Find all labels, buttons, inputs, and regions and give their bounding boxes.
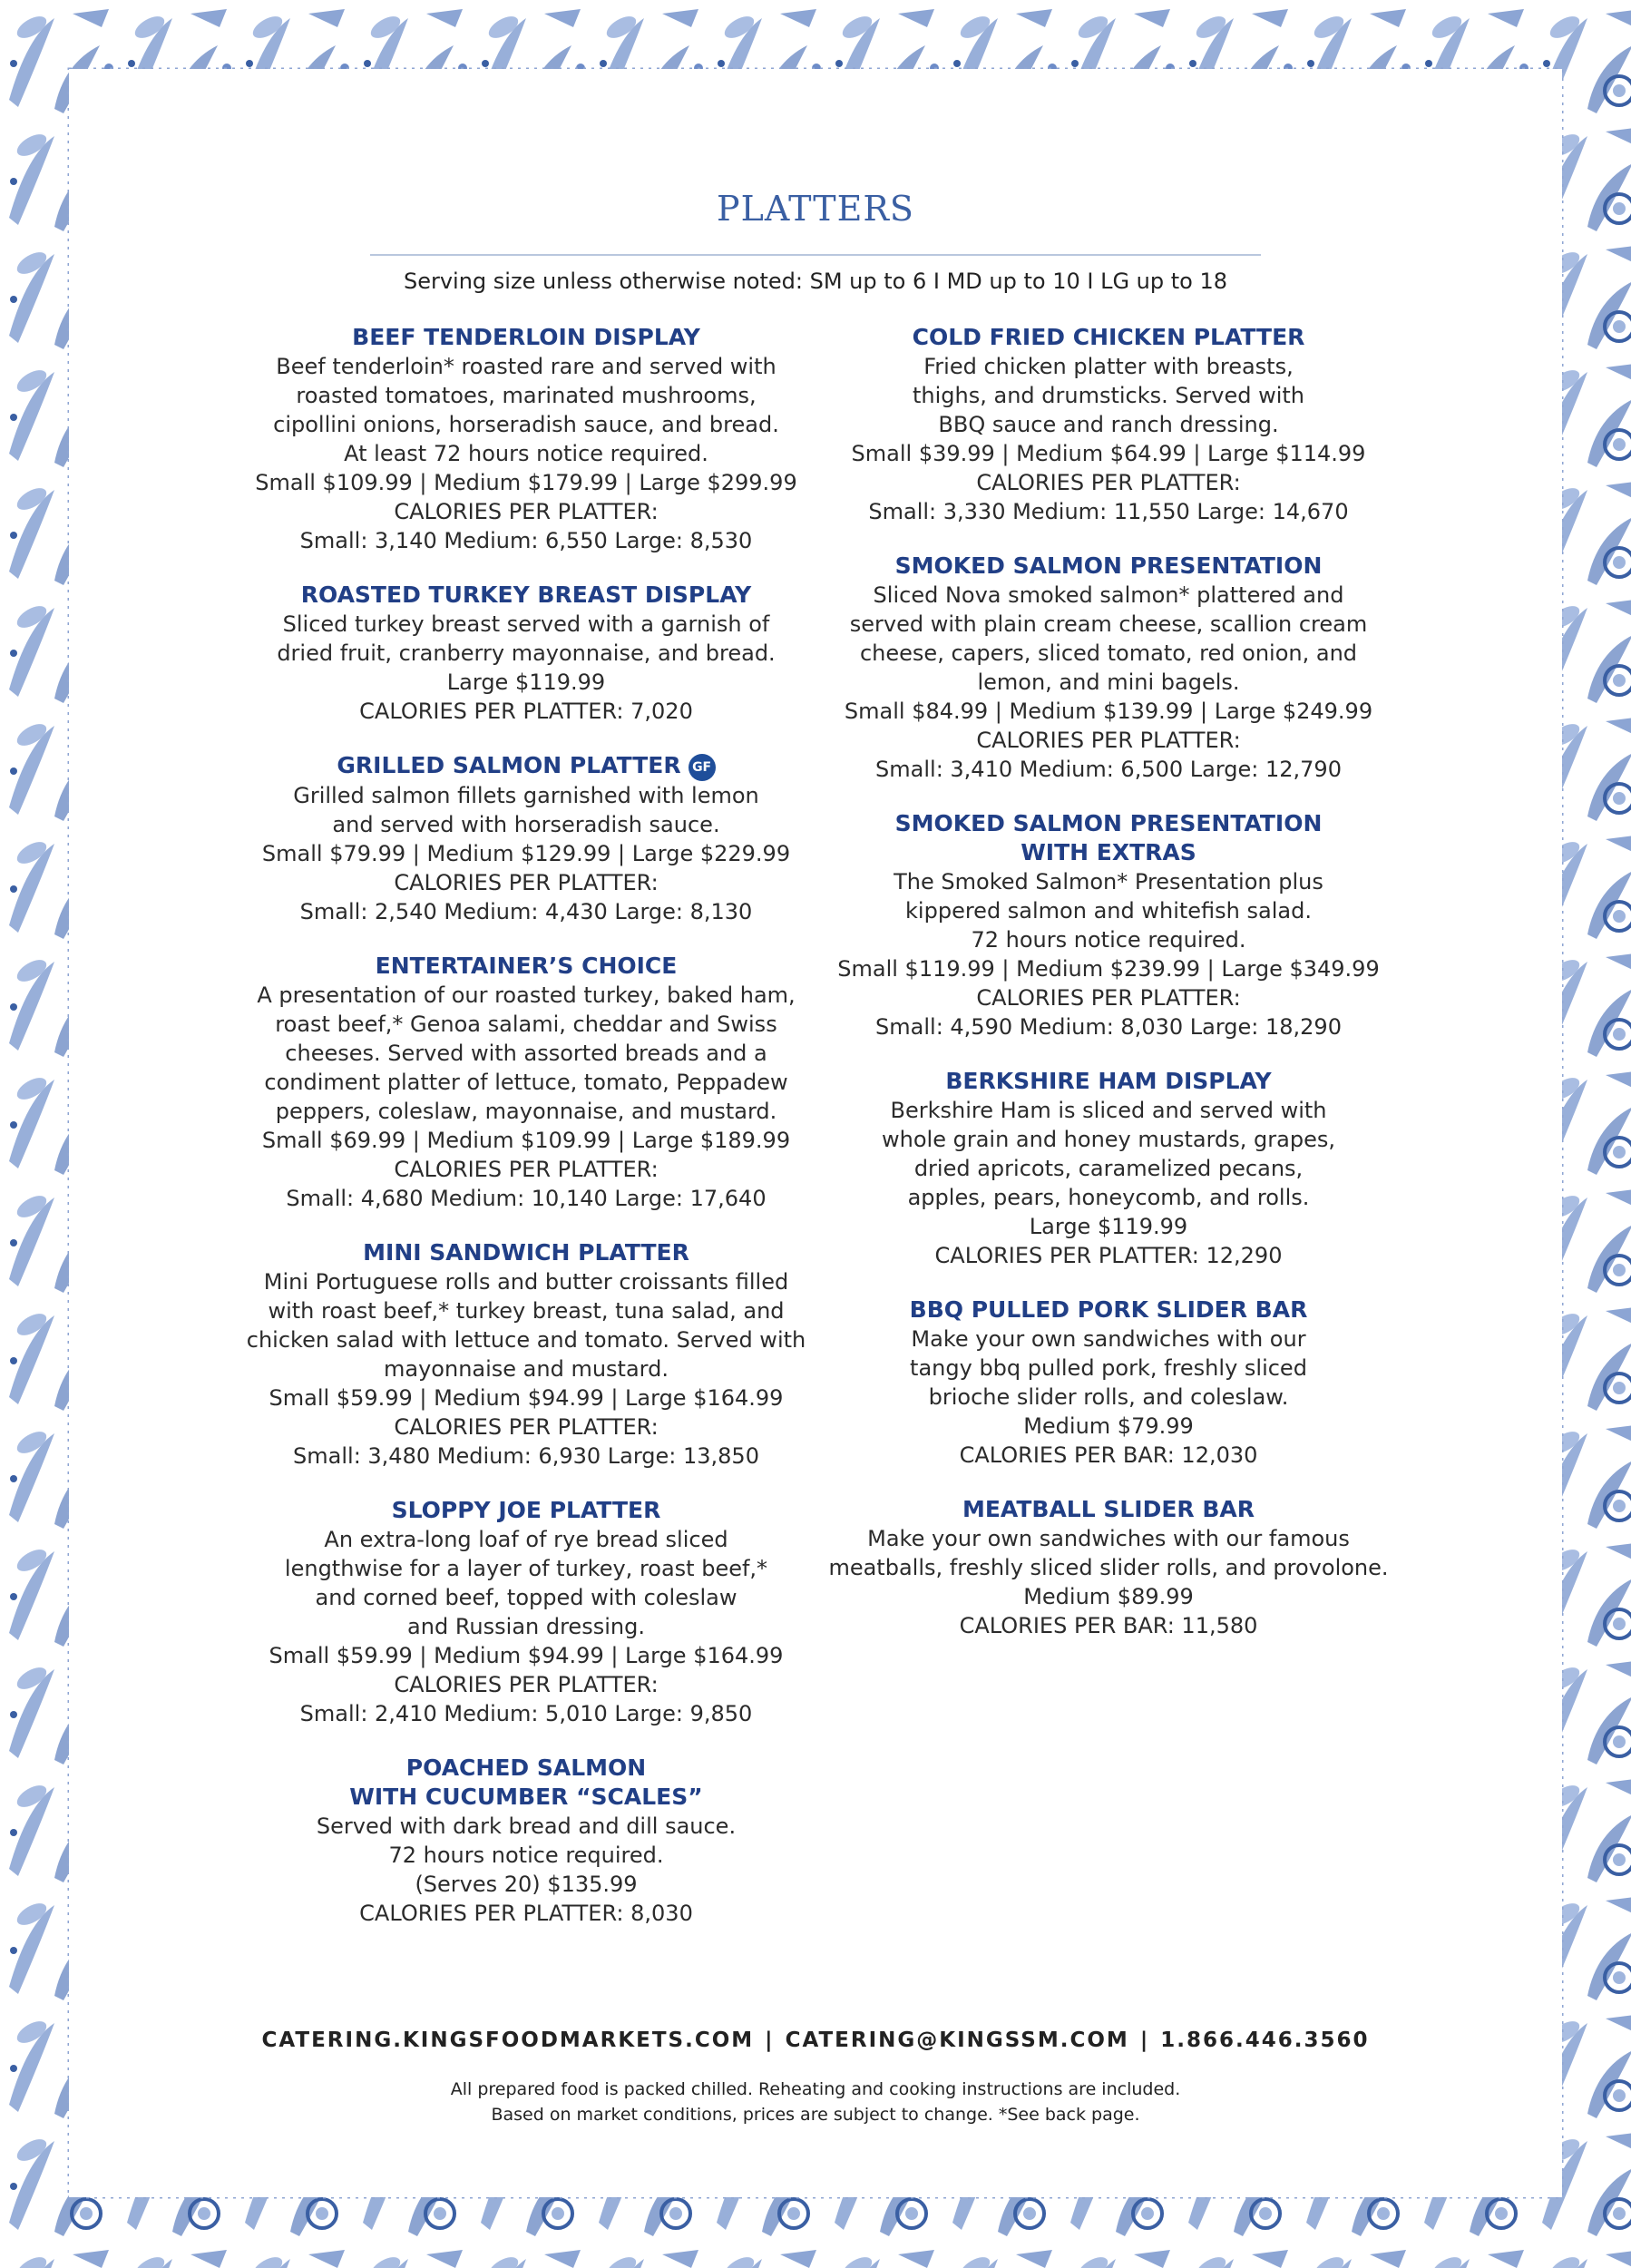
menu-item-calories: CALORIES PER PLATTER: Small: 3,140 Medium: 6,550 Large: 8,530 <box>299 499 753 553</box>
menu-item <box>236 1754 816 1928</box>
gluten-free-badge-icon: GF <box>689 754 716 781</box>
menu-item-description: Mini Portuguese rolls and butter croissants filled with roast beef,* turkey breast, tuna salad, and chicken salad with lettuce and tomato. Served with mayonnaise and mustard. <box>246 1269 806 1382</box>
contact-line <box>0 2028 1631 2052</box>
menu-item-name: MEATBALL SLIDER BAR <box>962 1496 1255 1522</box>
menu-item-price: Small $39.99 | Medium $64.99 | Large $114.99 <box>851 441 1366 466</box>
menu-item-name: MINI SANDWICH PLATTER <box>363 1239 689 1266</box>
menu-item-calories: CALORIES PER PLATTER: Small: 3,330 Medium: 11,550 Large: 14,670 <box>868 470 1349 524</box>
menu-item-description: Beef tenderloin* roasted rare and served with roasted tomatoes, marinated mushrooms, cipollini onions, horseradish sauce, and bread. At least 72 hours notice required. <box>273 354 779 466</box>
menu-item-description: Grilled salmon fillets garnished with lemon and served with horseradish sauce. <box>293 783 759 837</box>
menu-item-name: ROASTED TURKEY BREAST DISPLAY <box>300 582 752 608</box>
menu-item-price: Small $59.99 | Medium $94.99 | Large $164.99 <box>269 1385 784 1411</box>
menu-item-description: A presentation of our roasted turkey, baked ham, roast beef,* Genoa salami, cheddar and Swiss cheeses. Served with assorted breads and a condiment platter of lettuce, tomato, Peppadew peppers, coleslaw, mayonnaise, and mustard. <box>257 982 796 1124</box>
menu-item-price: Small $109.99 | Medium $179.99 | Large $299.99 <box>255 470 797 495</box>
menu-item-price: Small $84.99 | Medium $139.99 | Large $249.99 <box>844 699 1373 724</box>
menu-item-name: SMOKED SALMON PRESENTATION WITH EXTRAS <box>894 810 1323 865</box>
menu-item-calories: CALORIES PER PLATTER: Small: 3,410 Medium: 6,500 Large: 12,790 <box>875 728 1342 782</box>
right-menu-column <box>818 323 1399 1666</box>
menu-item-description: Berkshire Ham is sliced and served with whole grain and honey mustards, grapes, dried apricots, caramelized pecans, apples, pears, honeycomb, and rolls. <box>882 1098 1335 1210</box>
menu-item <box>236 952 816 1213</box>
footnote-prepared-food: All prepared food is packed chilled. Reheating and cooking instructions are included. <box>450 2079 1181 2099</box>
menu-item-calories: CALORIES PER PLATTER: 7,020 <box>359 699 693 724</box>
menu-item-description: Fried chicken platter with breasts, thighs, and drumsticks. Served with BBQ sauce and ranch dressing. <box>912 354 1305 437</box>
menu-item <box>236 1496 816 1728</box>
menu-item-price: Large $119.99 <box>446 670 606 695</box>
menu-item <box>818 1495 1399 1640</box>
menu-item-price: Large $119.99 <box>1029 1214 1188 1239</box>
menu-item-description: Make your own sandwiches with our famous meatballs, freshly sliced slider rolls, and provolone. <box>828 1526 1389 1580</box>
menu-item-calories: CALORIES PER BAR: 12,030 <box>959 1442 1258 1468</box>
menu-item-name-row <box>236 751 816 781</box>
separator: | <box>765 2028 775 2052</box>
menu-item-calories: CALORIES PER BAR: 11,580 <box>959 1613 1258 1638</box>
menu-item-calories: CALORIES PER PLATTER: Small: 3,480 Medium: 6,930 Large: 13,850 <box>293 1414 759 1469</box>
menu-item-description: Sliced Nova smoked salmon* plattered and served with plain cream cheese, scallion cream cheese, capers, sliced tomato, red onion, and lemon, and mini bagels. <box>849 582 1368 695</box>
menu-item-calories: CALORIES PER PLATTER: 12,290 <box>934 1243 1283 1268</box>
menu-item <box>236 323 816 555</box>
menu-item <box>236 1238 816 1471</box>
title-divider <box>370 254 1261 256</box>
left-menu-column <box>236 323 816 1953</box>
website-link[interactable]: CATERING.KINGSFOODMARKETS.COM <box>261 2028 755 2052</box>
menu-item-name: BERKSHIRE HAM DISPLAY <box>945 1068 1272 1094</box>
menu-item <box>818 1067 1399 1270</box>
menu-item-name: COLD FRIED CHICKEN PLATTER <box>912 324 1305 350</box>
menu-item-description: The Smoked Salmon* Presentation plus kippered salmon and whitefish salad. 72 hours notice required. <box>894 869 1323 953</box>
serving-size-note: Serving size unless otherwise noted: SM up to 6 I MD up to 10 I LG up to 18 <box>403 269 1227 294</box>
menu-item-price: Medium $89.99 <box>1023 1584 1194 1609</box>
separator: | <box>1139 2028 1150 2052</box>
menu-item-price: Small $69.99 | Medium $109.99 | Large $189.99 <box>261 1128 791 1153</box>
menu-item-description: Make your own sandwiches with our tangy bbq pulled pork, freshly sliced brioche slider rolls, and coleslaw. <box>910 1326 1307 1410</box>
menu-item-description: An extra-long loaf of rye bread sliced lengthwise for a layer of turkey, roast beef,* and corned beef, topped with coleslaw and Russian dressing. <box>284 1527 768 1639</box>
menu-item-name: SLOPPY JOE PLATTER <box>391 1497 661 1523</box>
menu-item-name: BEEF TENDERLOIN DISPLAY <box>352 324 700 350</box>
menu-item-calories: CALORIES PER PLATTER: Small: 2,410 Medium: 5,010 Large: 9,850 <box>299 1672 753 1726</box>
menu-item-calories: CALORIES PER PLATTER: Small: 2,540 Medium: 4,430 Large: 8,130 <box>299 870 753 924</box>
menu-item-calories: CALORIES PER PLATTER: 8,030 <box>359 1901 693 1926</box>
menu-item <box>818 552 1399 784</box>
email-link[interactable]: CATERING@KINGSSM.COM <box>785 2028 1129 2052</box>
menu-item-price: Small $119.99 | Medium $239.99 | Large $349.99 <box>837 956 1380 982</box>
menu-item <box>236 581 816 726</box>
menu-item <box>818 809 1399 1041</box>
footnote-prices: Based on market conditions, prices are subject to change. *See back page. <box>491 2105 1140 2125</box>
menu-item-description: Served with dark bread and dill sauce. 72 hours notice required. <box>316 1813 737 1868</box>
menu-item-calories: CALORIES PER PLATTER: Small: 4,680 Medium: 10,140 Large: 17,640 <box>286 1157 767 1211</box>
menu-item-calories: CALORIES PER PLATTER: Small: 4,590 Medium: 8,030 Large: 18,290 <box>875 985 1342 1040</box>
menu-item-description: Sliced turkey breast served with a garnish of dried fruit, cranberry mayonnaise, and bread. <box>277 611 776 666</box>
menu-item-name: ENTERTAINER’S CHOICE <box>375 953 678 979</box>
menu-item-price: Small $59.99 | Medium $94.99 | Large $164.99 <box>269 1643 784 1668</box>
menu-item-name: BBQ PULLED PORK SLIDER BAR <box>909 1296 1308 1323</box>
menu-item-price: Medium $79.99 <box>1023 1413 1194 1439</box>
phone-number[interactable]: 1.866.446.3560 <box>1160 2028 1370 2052</box>
menu-item <box>818 323 1399 526</box>
menu-item <box>236 751 816 926</box>
menu-item-price: (Serves 20) $135.99 <box>415 1872 638 1897</box>
menu-item <box>818 1295 1399 1470</box>
menu-item-name: SMOKED SALMON PRESENTATION <box>894 552 1323 579</box>
menu-item-name: GRILLED SALMON PLATTER <box>337 752 681 778</box>
menu-item-name: POACHED SALMON WITH CUCUMBER “SCALES” <box>349 1755 703 1810</box>
page-title: PLATTERS <box>717 189 914 229</box>
menu-item-price: Small $79.99 | Medium $129.99 | Large $229.99 <box>261 841 791 866</box>
